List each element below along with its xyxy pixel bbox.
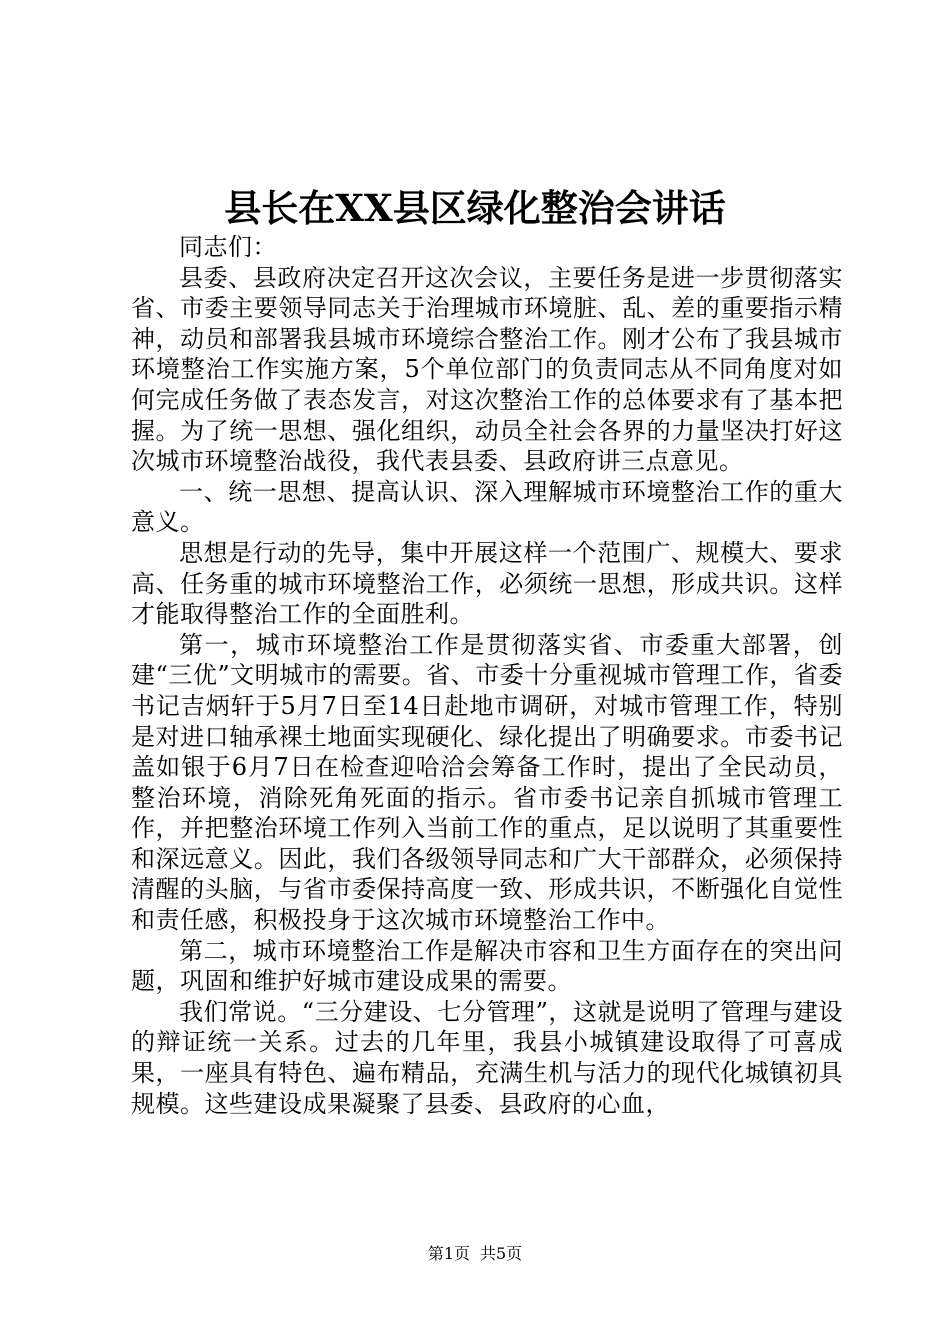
document-title: 县长在XX县区绿化整治会讲话	[224, 186, 726, 230]
page-total: 共5页	[480, 1244, 523, 1263]
body-paragraph: 第二，城市环境整治工作是解决市容和卫生方面存在的突出问题，巩固和维护好城市建设成果的需要。	[131, 936, 843, 996]
page-footer	[0, 1244, 950, 1264]
body-paragraph: 我们常说。“三分建设、七分管理”，这就是说明了管理与建设的辩证统一关系。过去的几年里，我县小城镇建设取得了可喜成果，一座具有特色、遍布精品，充满生机与活力的现代化城镇初具规模。这些建设成果凝聚了县委、县政府的心血，	[131, 997, 843, 1118]
document-body	[131, 232, 843, 1119]
section-heading-paragraph: 一、统一思想、提高认识、深入理解城市环境整治工作的重大意义。	[131, 477, 843, 537]
body-paragraph: 思想是行动的先导，集中开展这样一个范围广、规模大、要求高、任务重的城市环境整治工作，必须统一思想，形成共识。这样才能取得整治工作的全面胜利。	[131, 538, 843, 629]
body-paragraph: 第一，城市环境整治工作是贯彻落实省、市委重大部署，创建“三优”文明城市的需要。省、市委十分重视城市管理工作，省委书记吉炳轩于5月7日至14日赴地市调研，对城市管理工作，特别是对进口轴承裸土地面实现硬化、绿化提出了明确要求。市委书记盖如银于6月7日在检查迎哈洽会筹备工作时，提出了全民动员，整治环境，消除死角死面的指示。省市委书记亲自抓城市管理工作，并把整治环境工作列入当前工作的重点，足以说明了其重要性和深远意义。因此，我们各级领导同志和广大干部群众，必须保持清醒的头脑，与省市委保持高度一致、形成共识，不断强化自觉性和责任感，积极投身于这次城市环境整治工作中。	[131, 630, 843, 935]
body-paragraph: 县委、县政府决定召开这次会议，主要任务是进一步贯彻落实省、市委主要领导同志关于治理城市环境脏、乱、差的重要指示精神，动员和部署我县城市环境综合整治工作。刚才公布了我县城市环境整治工作实施方案，5个单位部门的负责同志从不同角度对如何完成任务做了表态发言，对这次整治工作的总体要求有了基本把握。为了统一思想、强化组织，动员全社会各界的力量坚决打好这次城市环境整治战役，我代表县委、县政府讲三点意见。	[131, 263, 843, 476]
salutation-paragraph: 同志们：	[179, 233, 277, 261]
page-number: 第1页	[427, 1244, 470, 1263]
